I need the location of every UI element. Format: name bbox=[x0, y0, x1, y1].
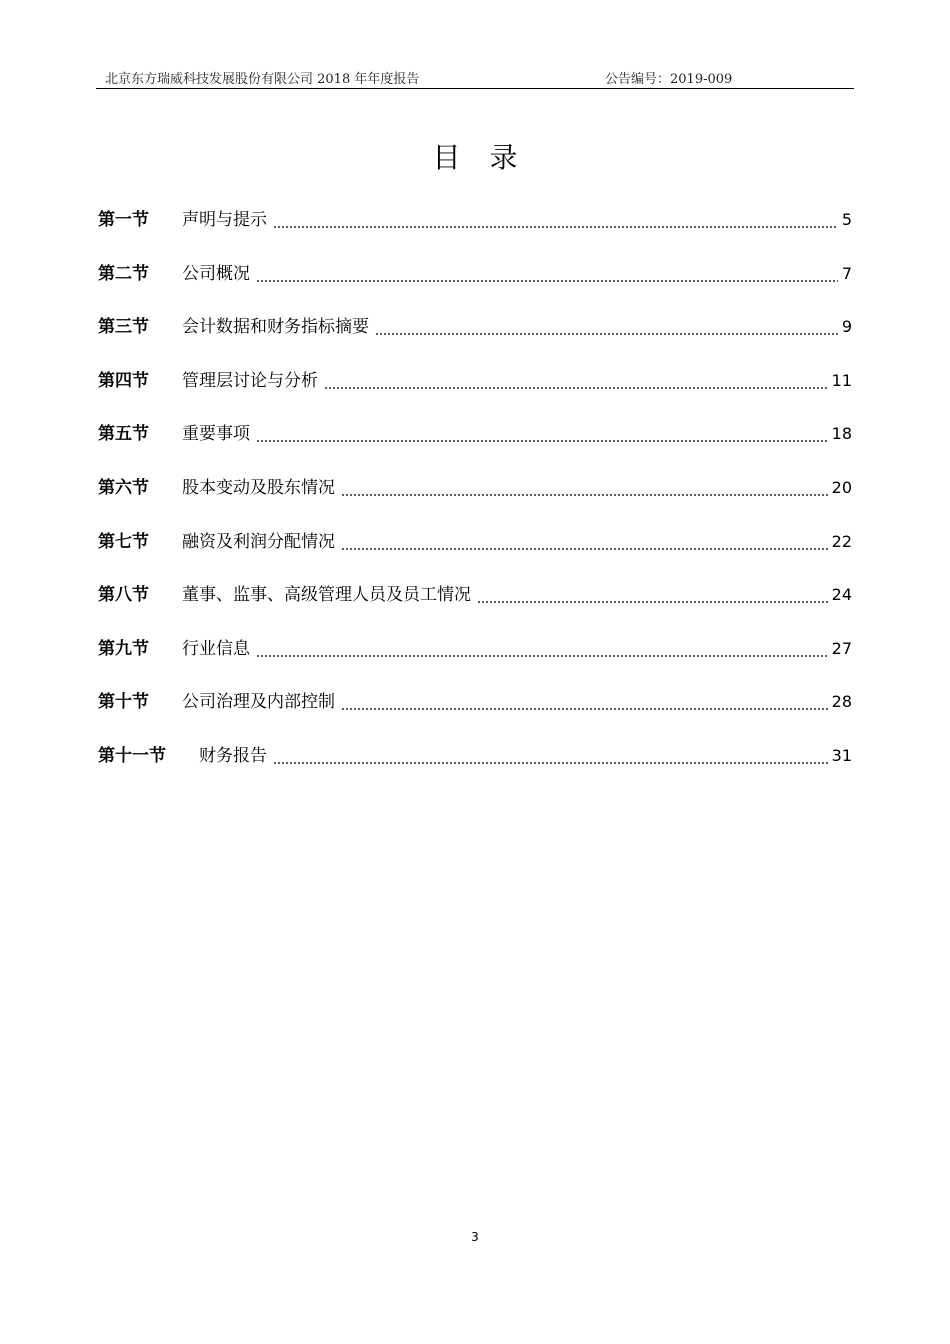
toc-dot-leader bbox=[341, 528, 828, 556]
header-notice-number: 公告编号：2019-009 bbox=[605, 72, 733, 87]
header-company-report: 北京东方瑞威科技发展股份有限公司 2018 年年度报告 bbox=[105, 72, 420, 87]
toc-section-title: 董事、监事、高级管理人员及员工情况 bbox=[182, 585, 471, 606]
toc-page-number: 7 bbox=[841, 263, 852, 283]
toc-page-number: 31 bbox=[831, 745, 852, 765]
toc-section-number: 第十一节 bbox=[98, 745, 166, 766]
toc-section-title: 股本变动及股东情况 bbox=[182, 477, 335, 498]
toc-page-number: 18 bbox=[831, 424, 852, 444]
toc-dot-leader bbox=[341, 688, 828, 716]
toc-section-number: 第六节 bbox=[98, 477, 149, 498]
toc-section-title: 管理层讨论与分析 bbox=[182, 370, 318, 391]
page-header bbox=[96, 66, 854, 89]
toc-section-title: 公司治理及内部控制 bbox=[182, 692, 335, 713]
toc-entry[interactable] bbox=[98, 313, 852, 367]
toc-section-number: 第三节 bbox=[98, 317, 149, 338]
toc-page-number: 9 bbox=[841, 317, 852, 337]
toc-page-number: 24 bbox=[831, 585, 852, 605]
toc-page-number: 5 bbox=[841, 210, 852, 229]
toc-entry[interactable] bbox=[98, 635, 852, 689]
toc-dot-leader bbox=[273, 742, 828, 770]
toc-section-number: 第九节 bbox=[98, 638, 149, 659]
toc-section-number: 第十节 bbox=[98, 692, 149, 713]
toc-page-number: 11 bbox=[831, 370, 852, 390]
toc-section-title: 重要事项 bbox=[182, 424, 250, 445]
toc-entry[interactable] bbox=[98, 581, 852, 635]
toc-dot-leader bbox=[375, 313, 838, 341]
table-of-contents bbox=[98, 206, 852, 796]
toc-section-number: 第八节 bbox=[98, 585, 149, 606]
toc-entry[interactable] bbox=[98, 367, 852, 421]
toc-section-number: 第五节 bbox=[98, 424, 149, 445]
toc-section-number: 第四节 bbox=[98, 370, 149, 391]
toc-entry[interactable] bbox=[98, 528, 852, 582]
toc-section-title: 公司概况 bbox=[182, 263, 250, 284]
toc-entry[interactable] bbox=[98, 206, 852, 260]
toc-section-number: 第七节 bbox=[98, 531, 149, 552]
toc-section-title: 融资及利润分配情况 bbox=[182, 531, 335, 552]
toc-page-number: 22 bbox=[831, 531, 852, 551]
toc-dot-leader bbox=[477, 581, 828, 609]
toc-entry[interactable] bbox=[98, 688, 852, 742]
toc-page-number: 20 bbox=[831, 477, 852, 497]
toc-dot-leader bbox=[273, 206, 838, 234]
toc-section-title: 声明与提示 bbox=[182, 210, 267, 230]
toc-section-number: 第二节 bbox=[98, 263, 149, 284]
toc-entry[interactable] bbox=[98, 420, 852, 474]
toc-dot-leader bbox=[256, 635, 828, 663]
toc-section-title: 行业信息 bbox=[182, 638, 250, 659]
document-title: 目 录 bbox=[432, 141, 528, 174]
toc-dot-leader bbox=[324, 367, 828, 395]
toc-entry[interactable] bbox=[98, 742, 852, 796]
toc-page-number: 28 bbox=[831, 692, 852, 712]
toc-entry[interactable] bbox=[98, 260, 852, 314]
toc-section-number: 第一节 bbox=[98, 210, 149, 230]
toc-entry[interactable] bbox=[98, 474, 852, 528]
toc-dot-leader bbox=[256, 420, 828, 448]
toc-section-title: 财务报告 bbox=[199, 745, 267, 766]
toc-section-title: 会计数据和财务指标摘要 bbox=[182, 317, 369, 338]
toc-page-number: 27 bbox=[831, 638, 852, 658]
page-number: 3 bbox=[471, 1230, 479, 1244]
toc-dot-leader bbox=[341, 474, 828, 502]
toc-dot-leader bbox=[256, 260, 838, 288]
